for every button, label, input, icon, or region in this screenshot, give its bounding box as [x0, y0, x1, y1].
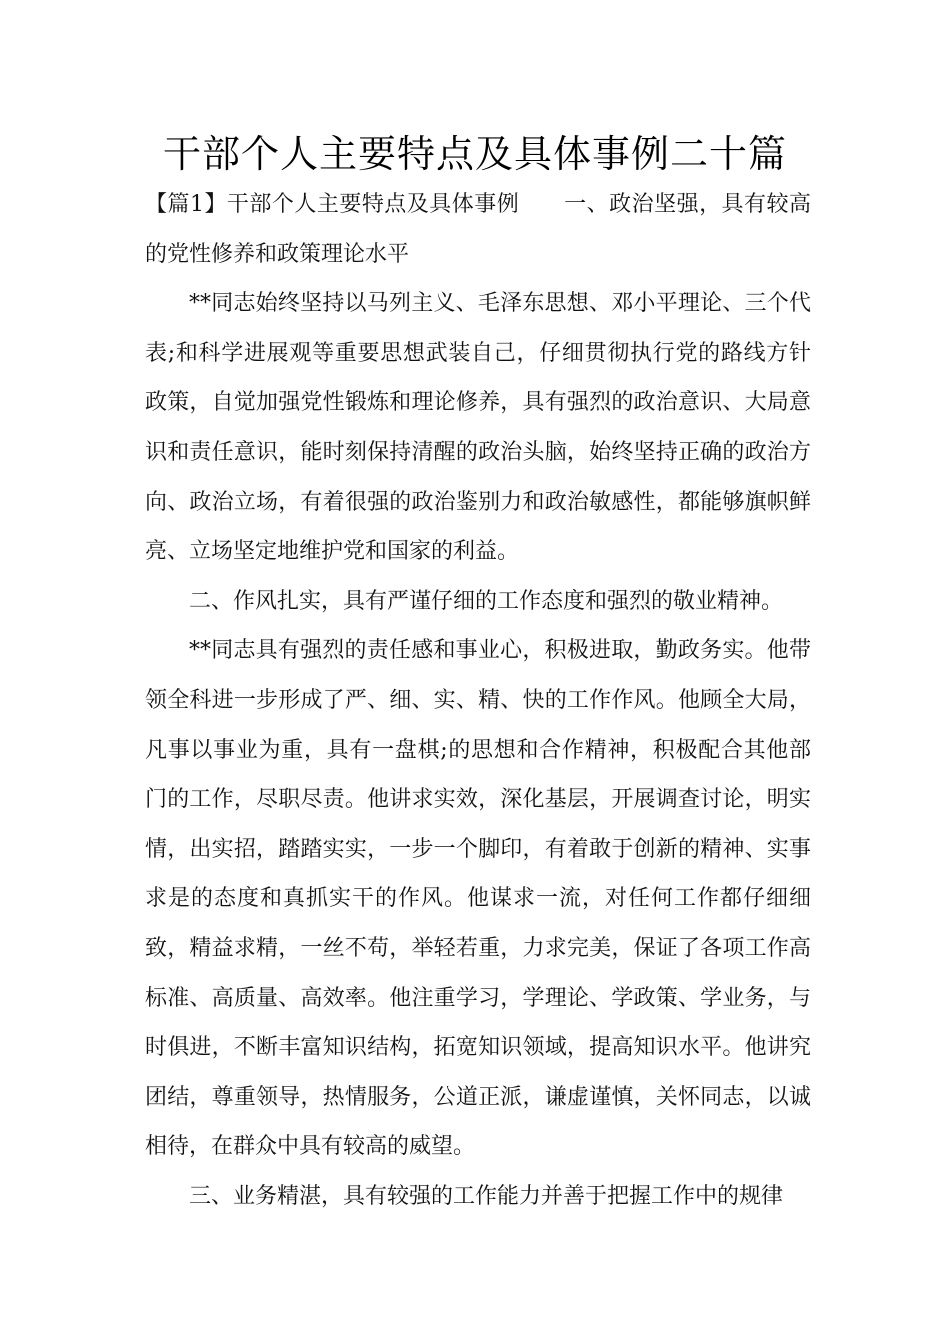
- section-heading-2: 二、作风扎实，具有严谨仔细的工作态度和强烈的敬业精神。: [189, 588, 784, 614]
- document-title: 干部个人主要特点及具体事例二十篇: [162, 132, 787, 176]
- intro-paragraph: 【篇1】干部个人主要特点及具体事例 一、政治坚强，具有较高的党性修养和政策理论水平: [145, 192, 811, 267]
- document-body: [145, 180, 811, 1221]
- paragraph-2: **同志具有强烈的责任感和事业心，积极进取，勤政务实。他带领全科进一步形成了严、细、实、精、快的工作作风。他顾全大局，凡事以事业为重，具有一盘棋;的思想和合作精神，积极配合其他部门的工作，尽职尽责。他讲求实效，深化基层，开展调查讨论，明实情，出实招，踏踏实实，一步一个脚印，有着敢于创新的精神、实事求是的态度和真抓实干的作风。他谋求一流，对任何工作都仔细细致，精益求精，一丝不苟，举轻若重，力求完美，保证了各项工作高标准、高质量、高效率。他注重学习，学理论、学政策、学业务，与时俱进，不断丰富知识结构，拓宽知识领域，提高知识水平。他讲究团结，尊重领导，热情服务，公道正派，谦虚谨慎，关怀同志，以诚相待，在群众中具有较高的威望。: [145, 638, 811, 1160]
- paragraph-1: **同志始终坚持以马列主义、毛泽东思想、邓小平理论、三个代表;和科学进展观等重要思想武装自己，仔细贯彻执行党的路线方针政策，自觉加强党性锻炼和理论修养，具有强烈的政治意识、大局意识和责任意识，能时刻保持清醒的政治头脑，始终坚持正确的政治方向、政治立场，有着很强的政治鉴别力和政治敏感性，都能够旗帜鲜亮、立场坚定地维护党和国家的利益。: [145, 291, 811, 565]
- section-heading-3: 三、业务精湛，具有较强的工作能力并善于把握工作中的规律: [189, 1183, 784, 1209]
